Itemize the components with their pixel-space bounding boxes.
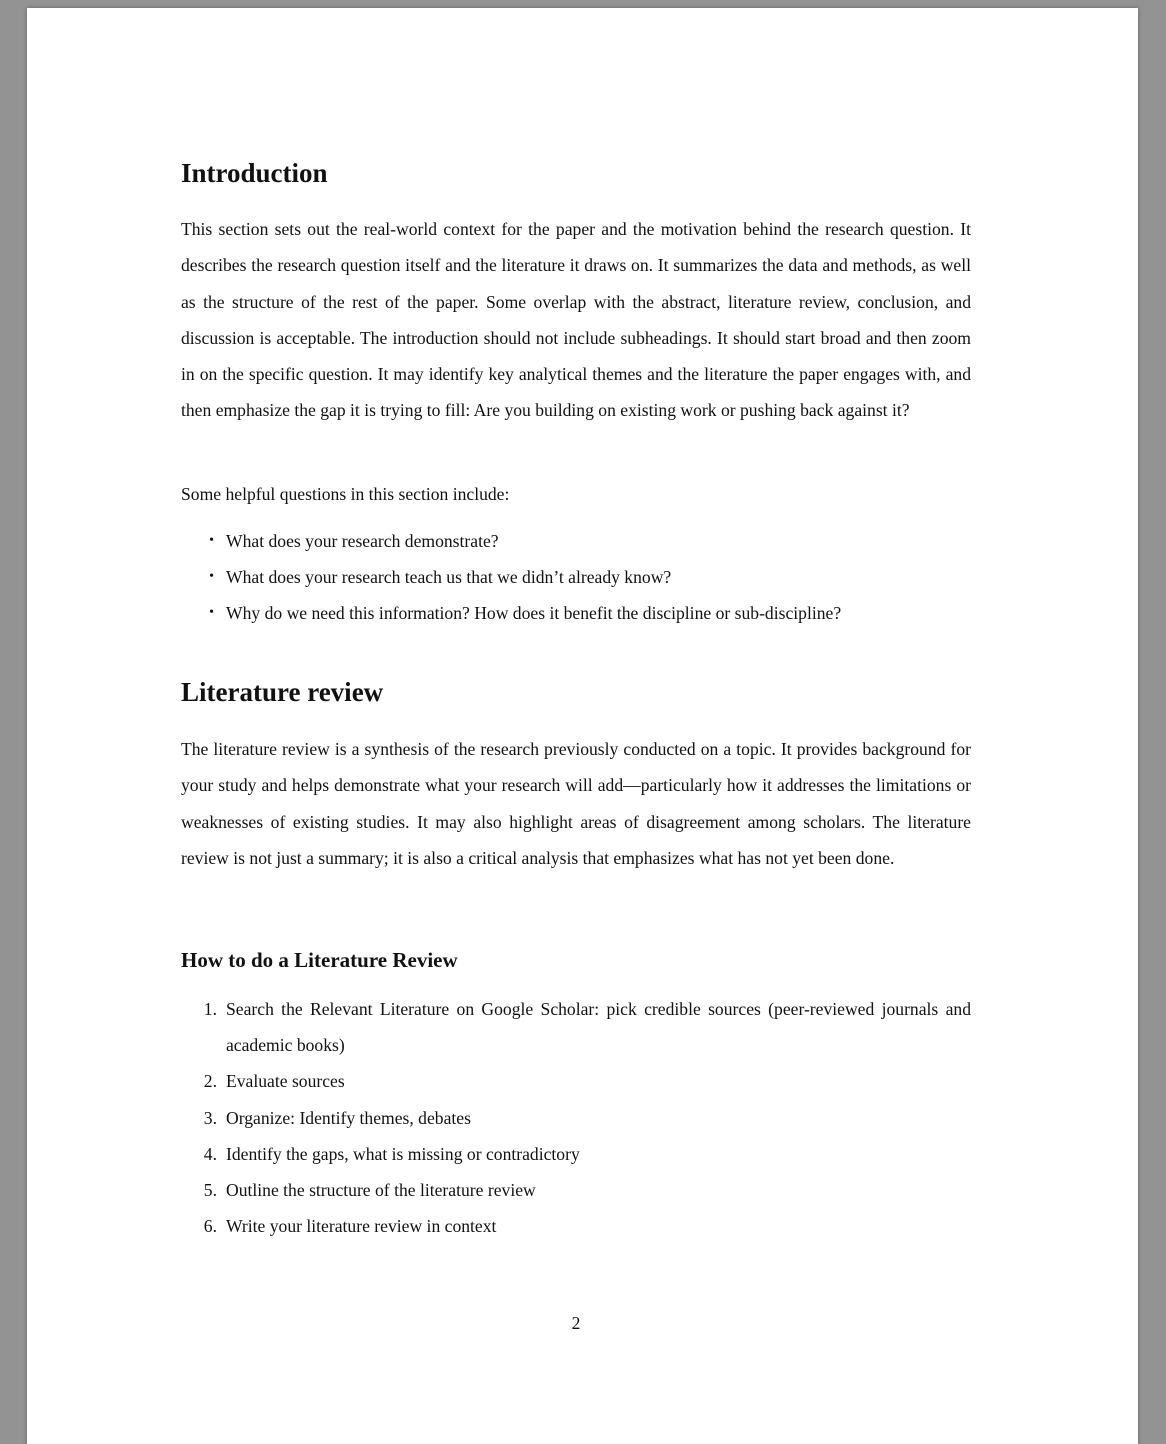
list-item-text: Identify the gaps, what is missing or contradictory: [226, 1143, 580, 1164]
step-number: 1.: [203, 999, 217, 1019]
step-number: 2.: [203, 1071, 217, 1092]
list-item-text: Evaluate sources: [226, 1071, 345, 1092]
literature-review-paragraph: The literature review is a synthesis of the research previously conducted on a topic. It provides background for your study and helps demonstrate what your research will add—particularly how it addresses the limitations or weaknesses of existing studies. It may also highlight areas of disagreement among scholars. The literature review is not just a summary; it is also a critical analysis that emphasizes what has not yet been done.: [181, 739, 971, 868]
bullet-icon: •: [209, 569, 214, 585]
step-number: 5.: [203, 1180, 217, 1201]
step-number: 3.: [203, 1107, 217, 1128]
list-item: [181, 1100, 971, 1136]
list-item-text: Why do we need this information? How does it benefit the discipline or sub-discipline?: [226, 603, 842, 624]
list-item: [181, 1172, 971, 1208]
page-number: 2: [571, 1313, 581, 1333]
list-item: [181, 595, 971, 631]
list-item: [181, 523, 971, 559]
list-item-text: What does your research teach us that we didn’t already know?: [226, 567, 672, 588]
bullet-icon: •: [209, 605, 214, 621]
how-to-steps-list: [181, 991, 971, 1244]
list-item: [181, 1063, 971, 1099]
list-item: [181, 1208, 971, 1244]
bullet-icon: •: [209, 533, 214, 548]
list-item-text: Outline the structure of the literature review: [226, 1180, 536, 1201]
helpful-questions-list: [181, 523, 971, 632]
list-item-text: Organize: Identify themes, debates: [226, 1107, 471, 1128]
step-number: 4.: [203, 1143, 217, 1164]
list-item-text: Write your literature review in context: [226, 1216, 497, 1237]
introduction-heading: Introduction: [181, 158, 328, 188]
literature-review-heading: Literature review: [181, 677, 384, 707]
list-item-text: Search the Relevant Literature on Google Scholar: pick credible sources (peer-reviewed journals and academic books): [226, 999, 971, 1056]
list-item: [181, 991, 971, 1063]
document-page: [27, 8, 1138, 1444]
list-item-text: What does your research demonstrate?: [226, 531, 499, 551]
step-number: 6.: [203, 1216, 217, 1237]
questions-intro-text: Some helpful questions in this section include:: [181, 484, 510, 504]
how-to-heading: How to do a Literature Review: [181, 948, 458, 972]
list-item: [181, 1136, 971, 1172]
introduction-paragraph: This section sets out the real-world context for the paper and the motivation behind the research question. It describes the research question itself and the literature it draws on. It summarizes the data and methods, as well as the structure of the rest of the paper. Some overlap with the abstract, literature review, conclusion, and discussion is acceptable. The introduction should not include subheadings. It should start broad and then zoom in on the specific question. It may identify key analytical themes and the literature the paper engages with, and then emphasize the gap it is trying to fill: Are you building on existing work or pushing back against it?: [181, 219, 971, 421]
list-item: [181, 559, 971, 595]
